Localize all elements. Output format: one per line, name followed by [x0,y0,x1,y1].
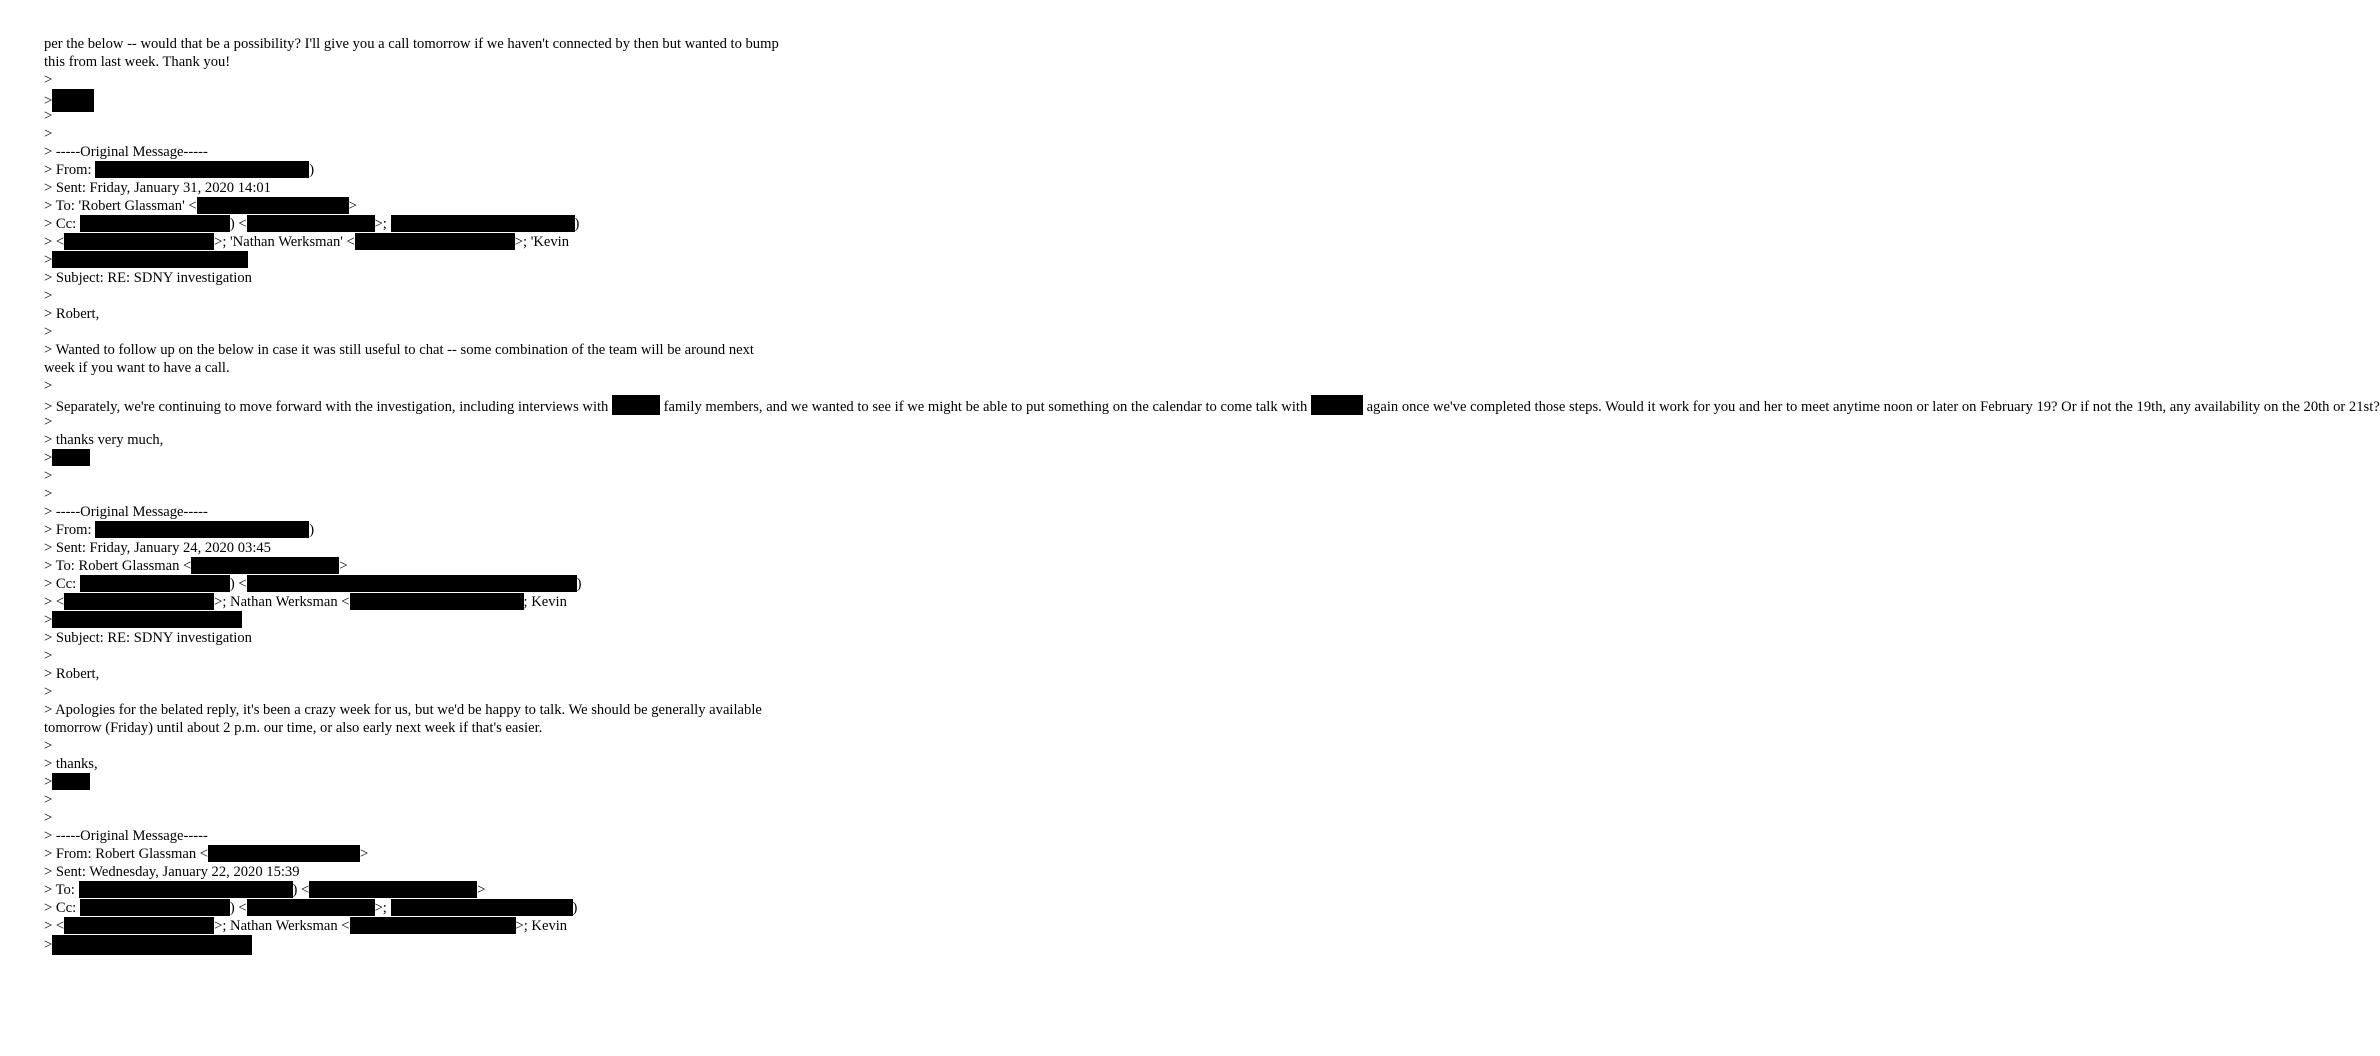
quote-marker: > [44,414,53,430]
signature-line: > [44,773,784,791]
subject-line: > Subject: RE: SDNY investigation [44,630,252,646]
redaction-box [79,881,293,898]
redaction-box [208,845,360,862]
redaction-box [391,215,575,232]
body-text-line: > Separately, we're continuing to move forward with the investigation, including interviews with family members, and we wanted to see if we might be able to put something on the calendar to come talk with again once we've completed those steps. Would it work for you and her to meet anytime noon or later on February 19? Or if not the 19th, any availability on the 20th or 21st? [44,395,784,413]
quote-marker: > [44,324,53,340]
quote-marker: > [44,288,53,304]
cc-line: > Cc: ) < >; ) [44,216,580,232]
redaction-box [64,593,214,610]
redaction-box [612,395,660,415]
signature-line: > [44,89,784,107]
redaction-box [1311,395,1363,415]
body-text-line: > Apologies for the belated reply, it's been a crazy week for us, but we'd be happy to talk. We should be generally available tomorrow (Friday) until about 2 p.m. our time, or also early next week if that's easier. [44,702,762,736]
quote-marker: > [44,738,53,754]
cc-continuation-line: > [44,611,784,629]
quote-marker: > [44,468,53,484]
redaction-box [80,899,230,916]
redaction-box [391,899,573,916]
cc-continuation-line: > < >; 'Nathan Werksman' < >; 'Kevin [44,234,569,250]
redaction-box [52,935,252,955]
from-line: > From: Robert Glassman < > [44,846,369,862]
salutation-line: > Robert, [44,306,100,322]
redaction-box [350,593,524,610]
redaction-box [355,233,515,250]
cc-continuation-line: > [44,251,784,269]
redaction-box [247,899,375,916]
original-message-separator: > -----Original Message----- [44,504,208,520]
salutation-line: > Robert, [44,666,100,682]
redaction-box [350,917,516,934]
redaction-box [80,215,230,232]
email-thread-document [44,35,2380,953]
quote-marker: > [44,72,53,88]
cc-continuation-line: > < >; Nathan Werksman < >; Kevin [44,918,568,934]
redaction-box [52,773,90,790]
redaction-box [247,575,577,592]
sent-line: > Sent: Wednesday, January 22, 2020 15:39 [44,864,300,880]
from-line: > From: ) [44,162,315,178]
cc-continuation-line: > < >; Nathan Werksman < ; Kevin [44,594,567,610]
body-text-line: > Wanted to follow up on the below in case it was still useful to chat -- some combination of the team will be around next week if you want to have a call. [44,342,754,376]
quote-marker: > [44,486,53,502]
redaction-box [64,233,214,250]
quote-marker: > [44,648,53,664]
redaction-box [52,251,248,268]
signature-line: > [44,449,784,467]
quote-marker: > [44,126,53,142]
original-message-separator: > -----Original Message----- [44,144,208,160]
redaction-box [52,89,94,112]
redaction-box [52,611,242,628]
cc-continuation-line: > [44,935,784,953]
redaction-box [95,521,309,538]
closing-line: > thanks very much, [44,432,164,448]
body-text-line: per the below -- would that be a possibility? I'll give you a call tomorrow if we haven't connected by then but wanted to bump this from last week. Thank you! [44,36,779,70]
subject-line: > Subject: RE: SDNY investigation [44,270,252,286]
original-message-separator: > -----Original Message----- [44,828,208,844]
quote-marker: > [44,810,53,826]
redaction-box [247,215,375,232]
redaction-box [309,881,477,898]
redaction-box [80,575,230,592]
cc-line: > Cc: ) < >; ) [44,900,578,916]
quote-marker: > [44,792,53,808]
closing-line: > thanks, [44,756,98,772]
to-line: > To: ) < > [44,882,486,898]
quote-marker: > [44,684,53,700]
redaction-box [95,161,309,178]
quote-marker: > [44,108,53,124]
sent-line: > Sent: Friday, January 31, 2020 14:01 [44,180,271,196]
redaction-box [197,197,349,214]
sent-line: > Sent: Friday, January 24, 2020 03:45 [44,540,271,556]
quote-marker: > [44,378,53,394]
redaction-box [52,449,90,466]
cc-line: > Cc: ) < ) [44,576,582,592]
from-line: > From: ) [44,522,315,538]
to-line: > To: Robert Glassman < > [44,558,348,574]
to-line: > To: 'Robert Glassman' < > [44,198,357,214]
redaction-box [191,557,339,574]
redaction-box [64,917,214,934]
